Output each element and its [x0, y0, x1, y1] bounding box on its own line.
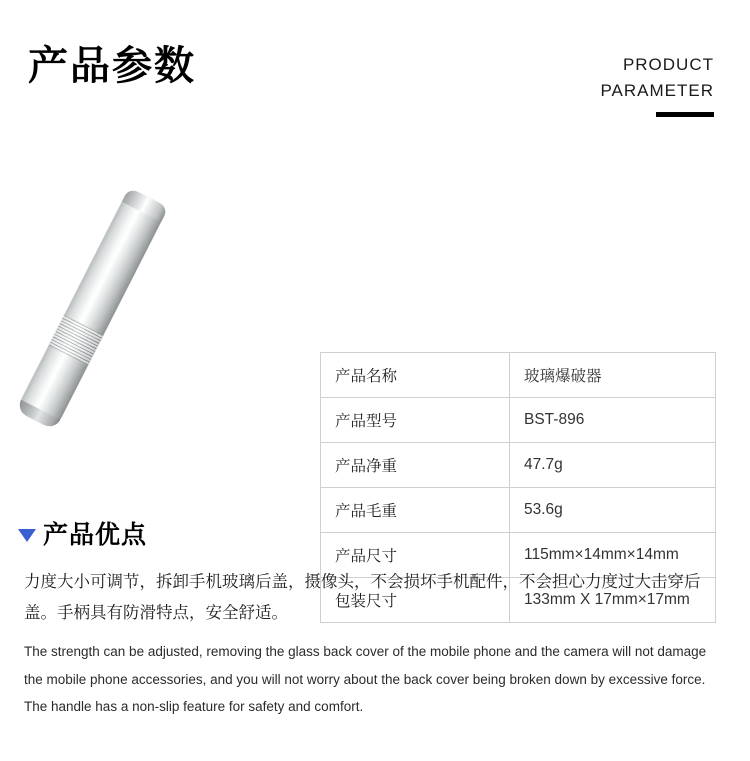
spec-key: 产品净重 — [321, 443, 510, 488]
product-rod-knurl — [49, 315, 104, 365]
spec-key: 产品毛重 — [321, 488, 510, 533]
table-row — [321, 398, 716, 443]
spec-value: 47.7g — [510, 443, 716, 488]
triangle-right-icon — [18, 529, 36, 542]
product-rod-body — [16, 188, 169, 431]
product-rod-tip — [122, 188, 168, 222]
spec-value: 53.6g — [510, 488, 716, 533]
header-underline — [656, 112, 714, 117]
spec-value: BST-896 — [510, 398, 716, 443]
page-title: 产品参数 — [28, 44, 196, 88]
page-title-english-line2: PARAMETER — [600, 80, 714, 100]
table-row — [321, 353, 716, 398]
product-rod-end — [16, 400, 61, 431]
page-header — [0, 0, 750, 140]
advantages-text-chinese: 力度大小可调节，拆卸手机玻璃后盖，摄像头，不会损坏手机配件，不会担心力度过大击穿后盖。手柄具有防滑特点，安全舒适。 — [24, 573, 701, 622]
page-title-english-line1: PRODUCT — [622, 55, 714, 74]
table-row — [321, 443, 716, 488]
spec-value: 玻璃爆破器 — [510, 353, 716, 398]
page-title-english — [600, 52, 714, 103]
product-image — [22, 178, 302, 448]
spec-value: 115mm×14mm×14mm — [510, 533, 716, 578]
spec-key: 产品名称 — [321, 353, 510, 398]
spec-value: 133mm X 17mm×17mm — [510, 578, 716, 623]
advantages-heading — [18, 515, 728, 551]
advantages-title: 产品优点 — [43, 521, 148, 549]
advantages-text-english: The strength can be adjusted, removing the glass back cover of the mobile phone and the camera will not damage the mobile phone accessories, and you will not worry about the back cover being broken down by excessive force. The handle has a non-slip feature for safety and comfort. — [24, 644, 707, 715]
spec-key: 产品尺寸 — [321, 533, 510, 578]
spec-key: 包装尺寸 — [321, 578, 510, 623]
advantages-section — [18, 515, 728, 721]
spec-key: 产品型号 — [321, 398, 510, 443]
